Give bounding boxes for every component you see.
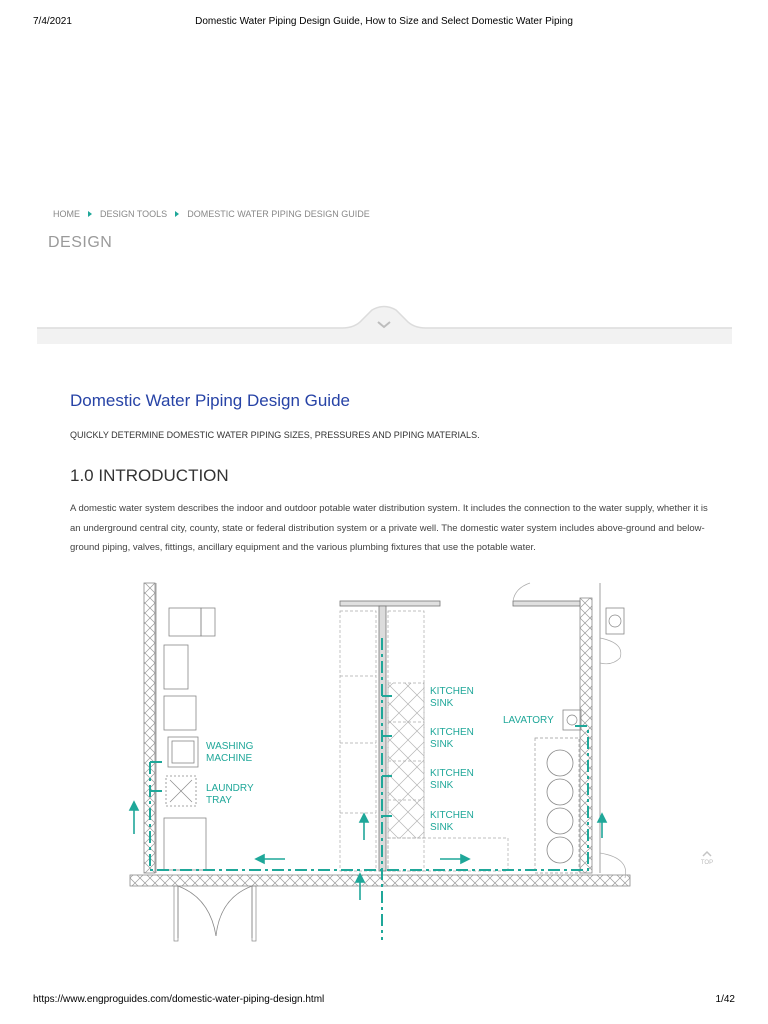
article-title: Domestic Water Piping Design Guide (70, 391, 350, 410)
breadcrumb-separator-icon (175, 211, 179, 217)
breadcrumb (53, 209, 370, 219)
header-divider-band (37, 300, 732, 344)
label-sink-3: SINK (430, 780, 454, 791)
back-to-top-label: TOP (700, 860, 714, 866)
chevron-up-icon (701, 850, 713, 858)
label-sink-2: SINK (430, 739, 454, 750)
label-sink-1: SINK (430, 698, 454, 709)
back-to-top-link[interactable] (695, 850, 719, 866)
label-laundry-tray-line2: TRAY (206, 795, 232, 806)
label-kitchen-3: KITCHEN (430, 768, 474, 779)
breadcrumb-separator-icon (88, 211, 92, 217)
label-sink-4: SINK (430, 822, 454, 833)
print-page-number: 1/42 (715, 994, 735, 1005)
print-footer-url: https://www.engproguides.com/domestic-water-piping-design.html (33, 994, 325, 1005)
label-kitchen-4: KITCHEN (430, 810, 474, 821)
label-washing-machine-line1: WASHING (206, 741, 254, 752)
intro-paragraph: A domestic water system describes the indoor and outdoor potable water distribution system. It includes the connection to the water supply, whether it is an underground central city, county, state or federal distribution system or a private well. The domestic water system includes above-ground and below-ground piping, valves, fittings, ancillary equipment and the various plumbing fixtures that use the potable water. (70, 503, 708, 553)
label-kitchen-2: KITCHEN (430, 727, 474, 738)
print-date: 7/4/2021 (33, 16, 72, 27)
article-subtitle: QUICKLY DETERMINE DOMESTIC WATER PIPING SIZES, PRESSURES AND PIPING MATERIALS. (70, 430, 480, 440)
label-laundry-tray-line1: LAUNDRY (206, 783, 254, 794)
print-page-title: Domestic Water Piping Design Guide, How to Size and Select Domestic Water Piping (195, 16, 573, 27)
label-kitchen-1: KITCHEN (430, 686, 474, 697)
section-label: DESIGN (48, 234, 113, 251)
breadcrumb-home[interactable]: HOME (53, 209, 80, 219)
plumbing-floor-plan-drawing (120, 578, 640, 948)
label-washing-machine-line2: MACHINE (206, 753, 253, 764)
section-heading: 1.0 INTRODUCTION (70, 466, 229, 485)
breadcrumb-design-tools[interactable]: DESIGN TOOLS (100, 209, 168, 219)
label-lavatory: LAVATORY (503, 715, 554, 726)
breadcrumb-current[interactable]: DOMESTIC WATER PIPING DESIGN GUIDE (187, 209, 370, 219)
